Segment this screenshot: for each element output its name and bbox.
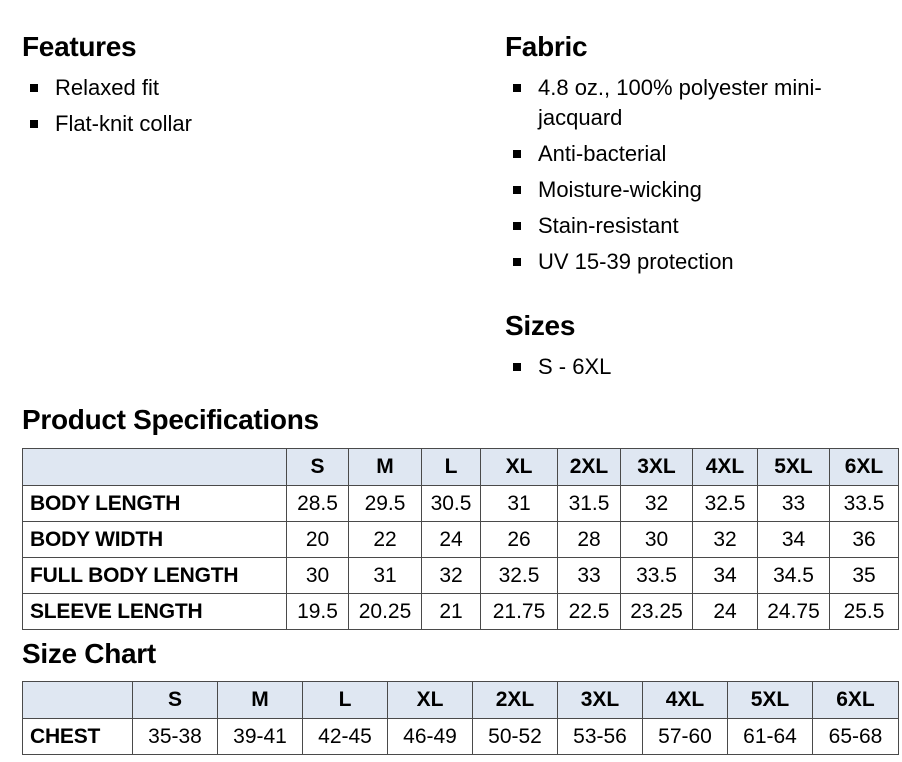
table-cell: 42-45 (303, 719, 388, 755)
list-item: 4.8 oz., 100% polyester mini-jacquard (505, 73, 900, 133)
table-cell: 23.25 (621, 594, 693, 630)
list-item: UV 15-39 protection (505, 247, 900, 277)
table-cell: 36 (830, 522, 899, 558)
header-cell: 5XL (758, 449, 830, 486)
list-item: Relaxed fit (22, 73, 462, 103)
table-cell: 34 (693, 558, 758, 594)
sizes-heading: Sizes (505, 310, 576, 341)
header-cell (23, 449, 287, 486)
row-label: CHEST (23, 719, 133, 755)
header-cell: XL (388, 682, 473, 719)
table-cell: 61-64 (728, 719, 813, 755)
table-cell: 65-68 (813, 719, 899, 755)
table-cell: 50-52 (473, 719, 558, 755)
table-header-row (23, 449, 899, 486)
header-cell: 2XL (473, 682, 558, 719)
table-cell: 31 (349, 558, 422, 594)
table-cell: 46-49 (388, 719, 473, 755)
table-row (23, 558, 899, 594)
header-cell (23, 682, 133, 719)
table-cell: 57-60 (643, 719, 728, 755)
table-cell: 21 (422, 594, 481, 630)
header-cell: 3XL (621, 449, 693, 486)
table-cell: 31 (481, 486, 558, 522)
table-cell: 35-38 (133, 719, 218, 755)
header-cell: S (133, 682, 218, 719)
list-item: Anti-bacterial (505, 139, 900, 169)
table-cell: 34 (758, 522, 830, 558)
table-cell: 34.5 (758, 558, 830, 594)
row-label: FULL BODY LENGTH (23, 558, 287, 594)
table-cell: 20.25 (349, 594, 422, 630)
table-cell: 22 (349, 522, 422, 558)
header-cell: 5XL (728, 682, 813, 719)
fabric-list (505, 73, 900, 283)
header-cell: 4XL (643, 682, 728, 719)
size-chart-table (22, 681, 899, 755)
row-label: BODY WIDTH (23, 522, 287, 558)
header-cell: S (287, 449, 349, 486)
list-item: Stain-resistant (505, 211, 900, 241)
table-cell: 32 (621, 486, 693, 522)
table-cell: 31.5 (558, 486, 621, 522)
list-item: S - 6XL (505, 352, 900, 382)
table-cell: 33.5 (830, 486, 899, 522)
table-cell: 35 (830, 558, 899, 594)
table-cell: 33 (558, 558, 621, 594)
table-header-row (23, 682, 899, 719)
header-cell: 6XL (830, 449, 899, 486)
header-cell: 3XL (558, 682, 643, 719)
table-cell: 32.5 (481, 558, 558, 594)
table-cell: 19.5 (287, 594, 349, 630)
header-cell: 6XL (813, 682, 899, 719)
table-cell: 29.5 (349, 486, 422, 522)
header-cell: M (349, 449, 422, 486)
list-item: Flat-knit collar (22, 109, 462, 139)
sizes-list (505, 352, 900, 388)
table-cell: 30 (287, 558, 349, 594)
table-cell: 22.5 (558, 594, 621, 630)
header-cell: 2XL (558, 449, 621, 486)
table-cell: 30.5 (422, 486, 481, 522)
table-cell: 21.75 (481, 594, 558, 630)
table-cell: 26 (481, 522, 558, 558)
table-cell: 32.5 (693, 486, 758, 522)
product-specifications-table (22, 448, 899, 630)
header-cell: M (218, 682, 303, 719)
table-cell: 24 (693, 594, 758, 630)
header-cell: XL (481, 449, 558, 486)
table-cell: 24 (422, 522, 481, 558)
table-cell: 33.5 (621, 558, 693, 594)
header-cell: L (303, 682, 388, 719)
table-row (23, 486, 899, 522)
header-cell: 4XL (693, 449, 758, 486)
table-cell: 28 (558, 522, 621, 558)
fabric-heading: Fabric (505, 31, 588, 62)
size-chart-heading: Size Chart (22, 638, 156, 669)
table-cell: 32 (422, 558, 481, 594)
specs-heading: Product Specifications (22, 404, 319, 435)
row-label: BODY LENGTH (23, 486, 287, 522)
table-cell: 32 (693, 522, 758, 558)
table-row (23, 522, 899, 558)
header-cell: L (422, 449, 481, 486)
row-label: SLEEVE LENGTH (23, 594, 287, 630)
features-heading: Features (22, 31, 137, 62)
table-row (23, 594, 899, 630)
table-cell: 25.5 (830, 594, 899, 630)
table-cell: 24.75 (758, 594, 830, 630)
features-list (22, 73, 462, 145)
table-cell: 30 (621, 522, 693, 558)
table-cell: 53-56 (558, 719, 643, 755)
table-cell: 33 (758, 486, 830, 522)
table-cell: 28.5 (287, 486, 349, 522)
table-cell: 20 (287, 522, 349, 558)
list-item: Moisture-wicking (505, 175, 900, 205)
table-cell: 39-41 (218, 719, 303, 755)
table-row (23, 719, 899, 755)
